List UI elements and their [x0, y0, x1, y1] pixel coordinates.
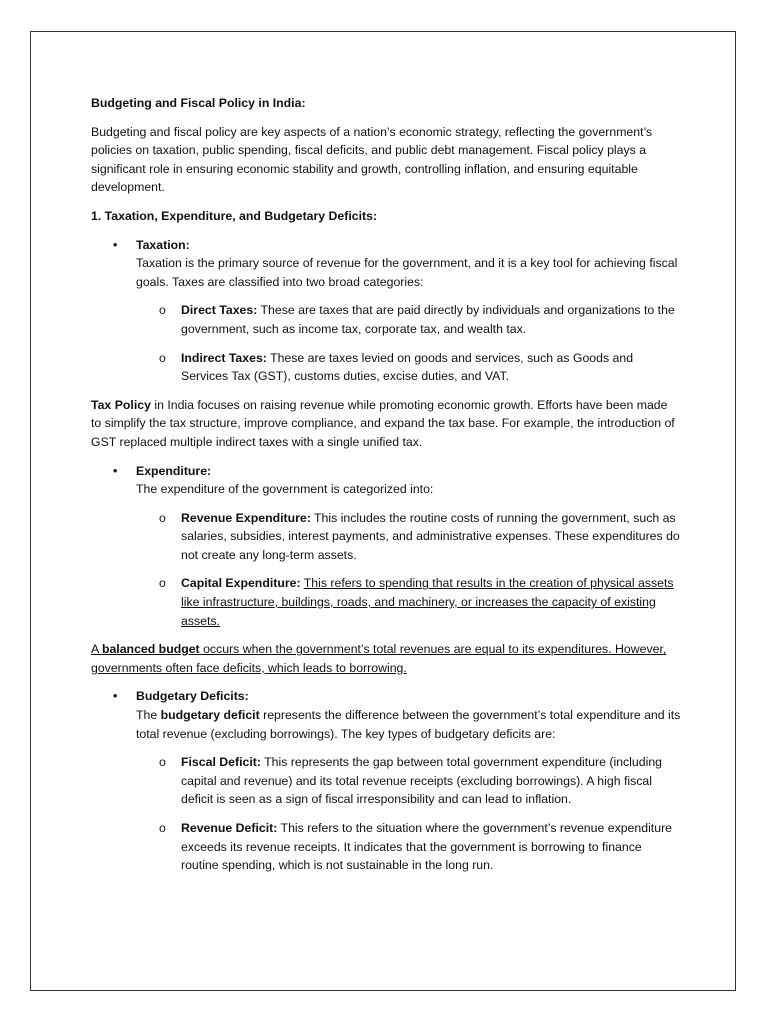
document-page	[30, 31, 736, 991]
sub-label-capital-expenditure: Capital Expenditure:	[181, 576, 301, 591]
sub-marker: o	[159, 755, 166, 770]
bullet-body-expenditure: The expenditure of the government is categorized into:	[136, 482, 434, 497]
sub-label-direct-taxes: Direct Taxes:	[181, 303, 258, 318]
sub-marker: o	[159, 576, 166, 591]
bullet-taxation	[91, 236, 681, 292]
bullet-title-expenditure: Expenditure:	[136, 463, 212, 478]
sub-text-revenue-expenditure: This includes the routine costs of running the government, such as salaries, subsidies, interest payments, and administrative expenses. These expenditures do not create any long-term assets.	[181, 510, 680, 562]
sub-text-direct-taxes: These are taxes that are paid directly by individuals and organizations to the government, such as income tax, corporate tax, and wealth tax.	[181, 303, 675, 336]
tax-policy-label: Tax Policy	[91, 397, 151, 412]
bullet-marker: •	[113, 237, 118, 252]
sub-item-indirect-taxes	[91, 349, 681, 386]
sub-item-direct-taxes	[91, 301, 681, 338]
balanced-budget-prefix: A	[91, 642, 102, 657]
tax-policy-text: in India focuses on raising revenue while promoting economic growth. Efforts have been made to simplify the tax structure, improve compliance, and expand the tax base. For example, the introduction of GST replaced multiple indirect taxes with a single unified tax.	[91, 397, 675, 449]
balanced-budget-paragraph	[91, 640, 681, 677]
deficits-body-prefix: The	[136, 708, 161, 723]
sub-item-revenue-expenditure	[91, 509, 681, 565]
bullet-budgetary-deficits	[91, 687, 681, 743]
balanced-budget-label: balanced budget	[101, 642, 200, 657]
bullet-body-deficits	[136, 706, 681, 743]
tax-policy-paragraph	[91, 396, 681, 452]
document-body	[91, 94, 681, 885]
sub-text-indirect-taxes: These are taxes levied on goods and services, such as Goods and Services Tax (GST), customs duties, excise duties, and VAT.	[181, 350, 634, 384]
sub-marker: o	[159, 350, 166, 365]
sub-text-fiscal-deficit: This represents the gap between total government expenditure (including capital and revenue) and its total revenue receipts (excluding borrowings). A high fiscal deficit is seen as a sign of fiscal irresponsibility and can lead to inflation.	[181, 755, 663, 807]
bullet-marker: •	[113, 463, 118, 478]
sub-label-fiscal-deficit: Fiscal Deficit:	[181, 755, 261, 770]
sub-label-revenue-deficit: Revenue Deficit:	[181, 821, 278, 835]
sub-label-indirect-taxes: Indirect Taxes:	[181, 350, 267, 365]
bullet-expenditure	[91, 462, 681, 499]
sub-marker: o	[159, 510, 166, 525]
deficits-body-text: represents the difference between the government’s total expenditure and its total revenue (excluding borrowings). The key types of budgetary deficits are:	[136, 708, 681, 741]
sub-marker: o	[159, 303, 166, 318]
sub-marker: o	[159, 821, 166, 835]
intro-paragraph: Budgeting and fiscal policy are key aspects of a nation’s economic strategy, reflecting the government’s policies on taxation, public spending, fiscal deficits, and public debt management. Fiscal policy plays a significant role in ensuring economic stability and growth, controlling inflation, and ensuring equitable development.	[91, 124, 653, 195]
bullet-body-taxation: Taxation is the primary source of revenue for the government, and it is a key tool for achieving fiscal goals. Taxes are classified into two broad categories:	[136, 256, 678, 289]
sub-item-fiscal-deficit	[91, 753, 681, 809]
bullet-marker: •	[113, 689, 118, 704]
sub-text-revenue-deficit: This refers to the situation where the government’s revenue expenditure exceeds its revenue receipts. It indicates that the government is borrowing to finance routine spending, which is not sustainable in the long run.	[181, 821, 673, 873]
section-heading: 1. Taxation, Expenditure, and Budgetary Deficits:	[91, 208, 378, 223]
document-title: Budgeting and Fiscal Policy in India:	[91, 96, 306, 110]
deficits-body-label: budgetary deficit	[160, 708, 260, 723]
bullet-title-taxation: Taxation:	[136, 237, 190, 252]
bullet-title-deficits: Budgetary Deficits:	[136, 689, 249, 704]
sub-label-revenue-expenditure: Revenue Expenditure:	[181, 510, 311, 525]
sub-item-capital-expenditure	[91, 574, 681, 630]
sub-text-capital-expenditure: This refers to spending that results in the creation of physical assets like infrastructure, buildings, roads, and machinery, or increases the capacity of existing assets.	[181, 576, 674, 628]
sub-item-revenue-deficit	[91, 819, 681, 875]
balanced-budget-text: occurs when the government’s total revenues are equal to its expenditures. However, governments often face deficits, which leads to borrowing.	[91, 642, 667, 675]
